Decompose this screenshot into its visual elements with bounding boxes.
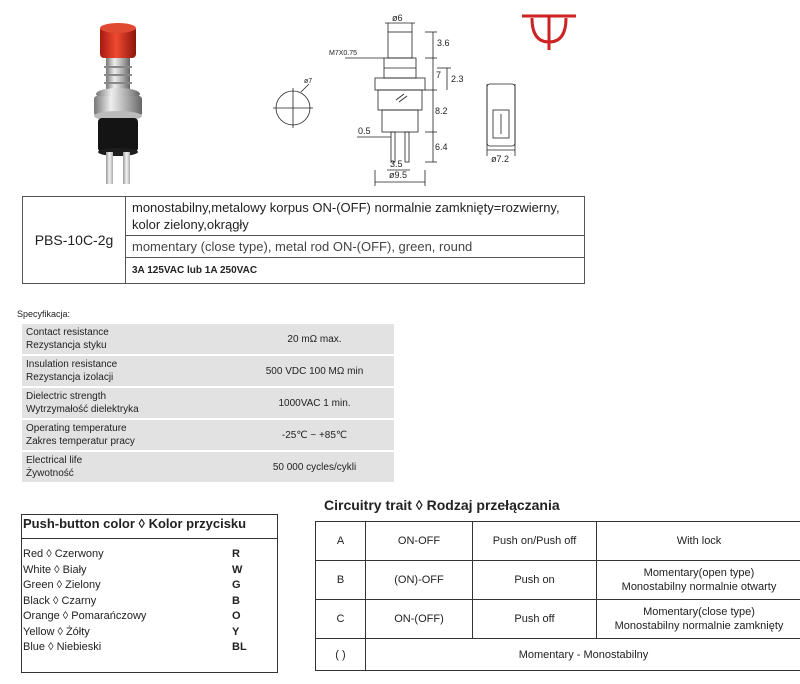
spec-label-en: Electrical life [26,455,83,466]
color-label: Yellow ◊ Żółty [23,626,90,638]
circuitry-code: C [316,600,366,639]
circuitry-desc [597,600,800,639]
circuitry-action: Push on [473,561,597,600]
color-label: Orange ◊ Pomarańczowy [23,610,147,622]
color-label: Black ◊ Czarny [23,595,97,607]
dim-d6: ø6 [392,13,403,23]
dim-d9-5: ø9.5 [389,170,408,180]
spec-title: Specyfikacja: [17,309,71,319]
circuitry-type: ON-(OFF) [366,600,473,639]
dim-0-5: 0.5 [358,126,371,136]
circuitry-code: ( ) [316,639,366,671]
spec-label-en: Insulation resistance [26,359,118,370]
circuitry-action: Push off [473,600,597,639]
spec-label-en: Dielectric strength [26,391,107,402]
color-label: Green ◊ Zielony [23,579,101,591]
circuitry-desc-line: Monostabilny normalnie zamknięty [614,620,784,632]
dim-8-2: 8.2 [435,106,448,116]
circuitry-type: (ON)-OFF [366,561,473,600]
circuitry-title: Circuitry trait ◊ Rodzaj przełączania [324,497,560,513]
spec-value: 1000VAC 1 min. [235,387,394,419]
color-code: O [232,610,241,622]
spec-row [22,355,394,387]
color-code: B [232,595,240,607]
spec-label-en: Operating temperature [26,423,127,434]
circuitry-code: B [316,561,366,600]
spec-label-pl: Żywotność [26,468,74,479]
color-label: White ◊ Biały [23,564,87,576]
spec-label [22,419,235,451]
spec-row [22,419,394,451]
color-divider [21,538,278,539]
circuitry-row [316,522,800,561]
spec-table [22,324,394,484]
product-desc-en: momentary (close type), metal rod ON-(OFF), green, round [126,236,585,258]
circuitry-row [316,600,800,639]
dim-6-4: 6.4 [435,142,448,152]
spec-row [22,451,394,483]
spec-row [22,324,394,355]
spec-value: 20 mΩ max. [235,324,394,355]
product-table [22,196,585,284]
color-label: Red ◊ Czerwony [23,548,104,560]
circuitry-desc-line: Monostabilny normalnie otwarty [621,581,777,593]
dimension-drawing [265,10,530,190]
circuitry-desc-line: With lock [676,535,722,547]
circuitry-action: Push on/Push off [473,522,597,561]
circuitry-row [316,639,800,671]
color-label: Blue ◊ Niebieski [23,641,102,653]
circuitry-desc: Momentary - Monostabilny [366,639,800,671]
circuitry-table [315,521,800,671]
dim-3-6: 3.6 [437,38,450,48]
spec-label-en: Contact resistance [26,327,109,338]
spec-value: 500 VDC 100 MΩ min [235,355,394,387]
circuitry-desc-line: Momentary(close type) [643,606,755,618]
color-code: W [232,564,243,576]
dim-7: 7 [436,70,442,80]
dim-d7-2: ø7.2 [491,154,510,164]
spec-label-pl: Wytrzymałość dielektryka [26,404,139,415]
spec-label [22,451,235,483]
color-code: BL [232,641,247,653]
product-photo [80,20,170,190]
circuitry-desc [597,522,800,561]
product-rating: 3A 125VAC lub 1A 250VAC [126,258,585,284]
spec-label-pl: Rezystancja izolacji [26,372,114,383]
circuitry-row [316,561,800,600]
color-title: Push-button color ◊ Kolor przycisku [23,516,247,531]
spec-label-pl: Rezystancja styku [26,340,107,351]
spec-value: 50 000 cycles/cykli [235,451,394,483]
dim-2-3: 2.3 [451,74,464,84]
dim-hole-d7: ø7 [304,78,313,85]
circuitry-code: A [316,522,366,561]
color-code: R [232,548,240,560]
dim-3-5: 3.5 [390,159,403,169]
color-code: Y [232,626,240,638]
spec-label [22,355,235,387]
circuitry-type: ON-OFF [366,522,473,561]
spec-label [22,324,235,355]
product-desc-pl: monostabilny,metalowy korpus ON-(OFF) normalnie zamknięty=rozwierny, kolor zielony,okrągły [126,197,585,236]
circuitry-desc-line: Momentary(open type) [643,567,755,579]
circuitry-desc [597,561,800,600]
product-code: PBS-10C-2g [23,197,126,284]
dim-thread: M7X0.75 [329,50,358,57]
color-code: G [232,579,241,591]
spec-value: -25℃ ~ +85℃ [235,419,394,451]
spec-label [22,387,235,419]
spec-label-pl: Zakres temperatur pracy [26,436,135,447]
brand-logo [520,12,578,52]
spec-row [22,387,394,419]
